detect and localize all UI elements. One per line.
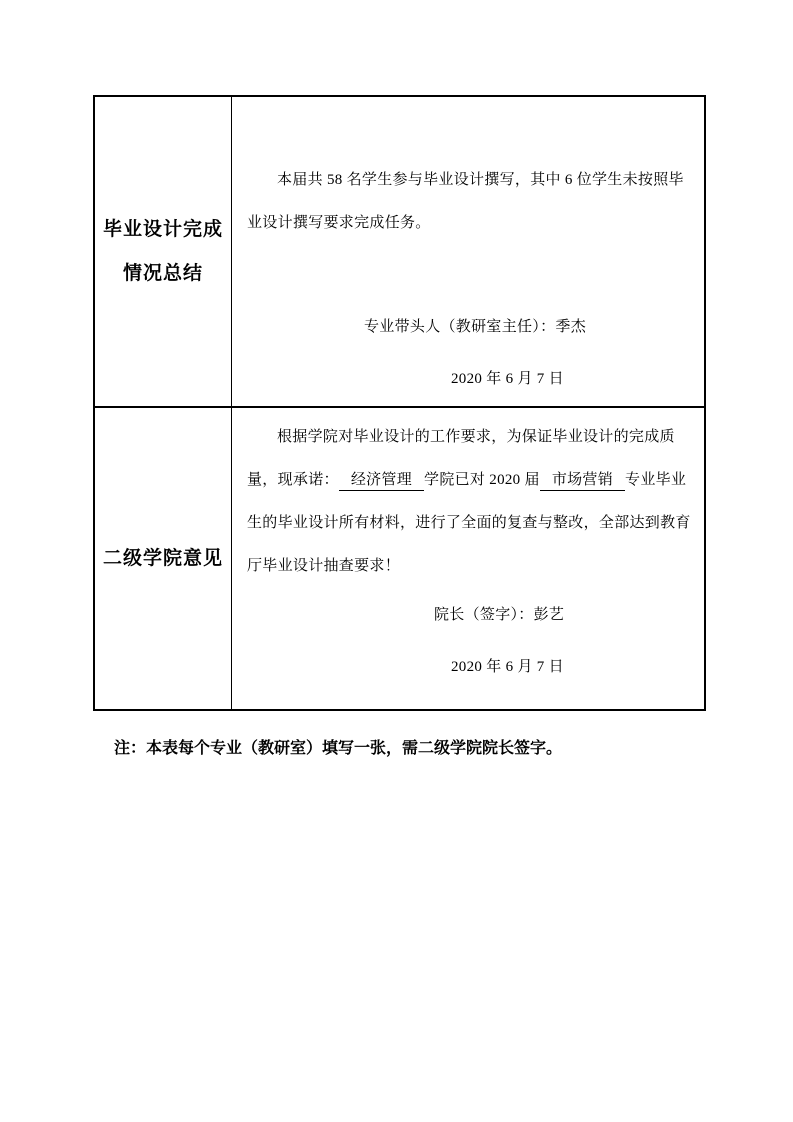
completion-summary-header-line2: 情况总结 (122, 262, 203, 284)
opinion-paragraph-line2 (247, 459, 691, 502)
row-header-college-opinion (95, 408, 232, 709)
opinion-line2-text1: 量，现承诺： (247, 472, 339, 488)
summary-paragraph-line1: 本届共 58 名学生参与毕业设计撰写，其中 6 位学生未按照毕 (277, 172, 684, 188)
major-name-blank: 市场营销 (540, 470, 625, 491)
completion-summary-date: 2020 年 6 月 7 日 (451, 371, 564, 387)
completion-summary-header-line1: 毕业设计完成 (102, 218, 223, 240)
opinion-line2-text2: 学院已对 2020 届 (424, 472, 540, 488)
opinion-paragraph-line4: 厅毕业设计抽查要求！ (247, 558, 401, 574)
opinion-paragraph-line1: 根据学院对毕业设计的工作要求，为保证毕业设计的完成质 (277, 429, 675, 445)
college-opinion-date: 2020 年 6 月 7 日 (451, 659, 564, 675)
college-opinion-header: 二级学院意见 (102, 547, 223, 569)
college-name-blank: 经济管理 (339, 470, 424, 491)
opinion-paragraph-line3: 生的毕业设计所有材料，进行了全面的复查与整改，全部达到教育 (247, 515, 691, 531)
program-leader-signature-line: 专业带头人（教研室主任）：季杰 (364, 319, 587, 335)
form-footnote: 注：本表每个专业（教研室）填写一张，需二级学院院长签字。 (114, 740, 563, 757)
college-opinion-paragraph (247, 416, 691, 588)
dean-signature-line: 院长（签字）：彭艺 (434, 607, 565, 623)
completion-summary-content-cell (232, 97, 706, 408)
summary-paragraph-line2: 业设计撰写要求完成任务。 (247, 215, 431, 231)
college-opinion-content-cell (232, 408, 706, 709)
opinion-line2-text3: 专业毕业 (625, 472, 687, 488)
graduation-design-form-table (93, 95, 706, 711)
completion-summary-paragraph (247, 159, 691, 245)
row-header-completion-summary (95, 97, 232, 408)
